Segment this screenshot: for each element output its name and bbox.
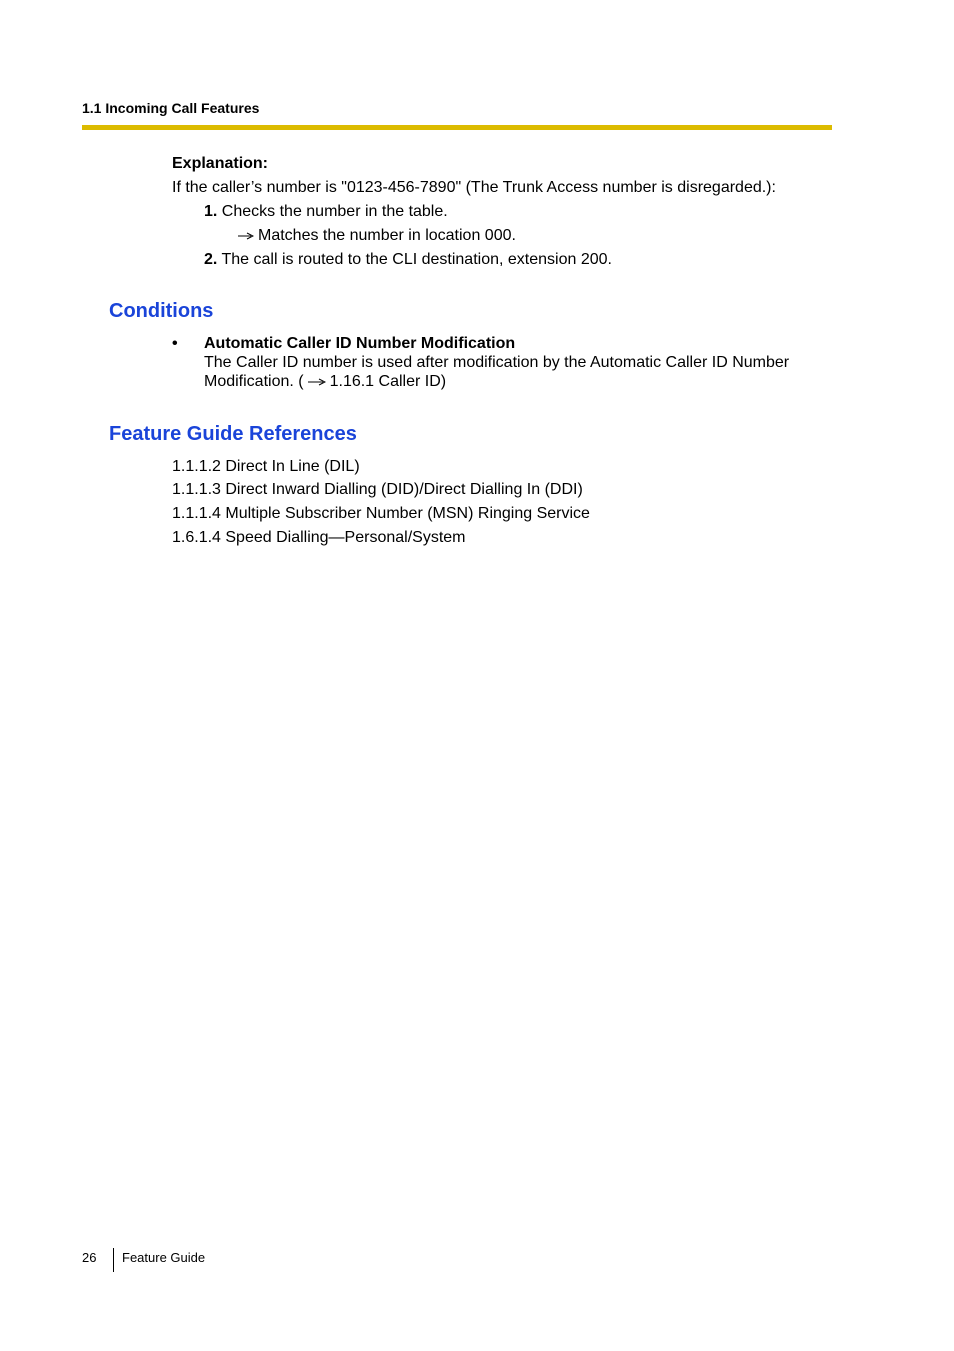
- condition-text-prefix: Modification. (: [204, 373, 304, 390]
- explanation-step-1: [204, 202, 448, 221]
- cross-reference-link[interactable]: 1.16.1 Caller ID): [329, 373, 447, 390]
- header-rule: [82, 125, 832, 130]
- reference-item[interactable]: 1.1.1.4 Multiple Subscriber Number (MSN) Ringing Service: [172, 505, 590, 522]
- step-text: Checks the number in the table.: [221, 203, 448, 220]
- explanation-step-2: [204, 250, 612, 269]
- conditions-heading: Conditions: [109, 300, 214, 322]
- right-arrow-icon: [238, 232, 254, 240]
- right-arrow-icon: [308, 378, 326, 386]
- explanation-result: [238, 226, 516, 245]
- section-header: 1.1 Incoming Call Features: [82, 100, 260, 116]
- condition-title: Automatic Caller ID Number Modification: [204, 335, 516, 352]
- result-text: Matches the number in location 000.: [258, 227, 516, 244]
- footer-divider: [113, 1248, 114, 1272]
- footer-doc-title: Feature Guide: [122, 1250, 206, 1265]
- reference-item[interactable]: 1.6.1.4 Speed Dialling—Personal/System: [172, 529, 466, 546]
- reference-item[interactable]: 1.1.1.3 Direct Inward Dialling (DID)/Direct Dialling In (DDI): [172, 481, 583, 498]
- condition-text-line-2: [204, 372, 446, 391]
- reference-item[interactable]: 1.1.1.2 Direct In Line (DIL): [172, 458, 360, 475]
- references-heading: Feature Guide References: [109, 423, 357, 445]
- explanation-label: Explanation:: [172, 155, 269, 172]
- step-number: 2.: [204, 251, 218, 268]
- condition-text-line-1: The Caller ID number is used after modification by the Automatic Caller ID Number: [204, 354, 790, 371]
- step-number: 1.: [204, 203, 218, 220]
- step-text: The call is routed to the CLI destination, extension 200.: [221, 251, 612, 268]
- page-number: 26: [82, 1250, 97, 1265]
- bullet: •: [172, 335, 178, 352]
- explanation-intro: If the caller’s number is "0123-456-7890" (The Trunk Access number is disregarded.):: [172, 179, 776, 196]
